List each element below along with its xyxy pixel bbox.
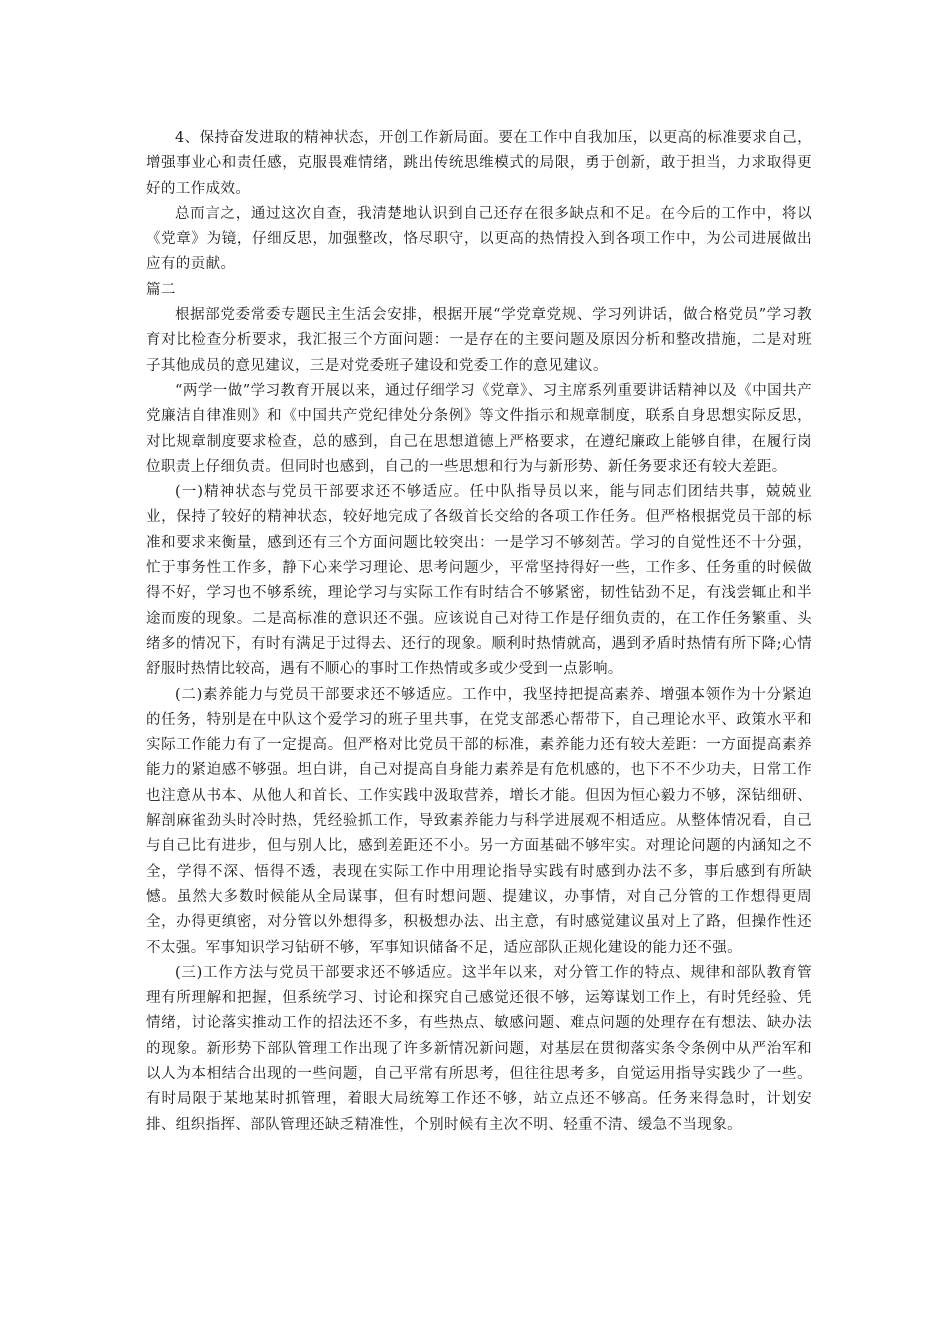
paragraph-4: “两学一做”学习教育开展以来，通过仔细学习《党章》、习主席系列重要讲话精神以及《中国共产党廉洁自律准则》和《中国共产党纪律处分条例》等文件指示和规章制度，联系自身思想实际反思，对比规章制度要求检查，总的感到，自己在思想道德上严格要求，在遵纪廉政上能够自律，在履行岗位职责上仔细负责。但同时也感到，自己的一些思想和行为与新形势、新任务要求还有较大差距。 [146,382,812,475]
paragraph-5: (一)精神状态与党员干部要求还不够适应。任中队指导员以来，能与同志们团结共事，兢兢业业，保持了较好的精神状态，较好地完成了各级首长交给的各项工作任务。但严格根据党员干部的标准和要求来衡量，感到还有三个方面问题比较突出：一是学习不够刻苦。学习的自觉性还不十分强，忙于事务性工作多，静下心来学习理论、思考问题少，平常坚持得好一些，工作多、任务重的时候做得不好，学习也不够系统，理论学习与实际工作有时结合不够紧密，韧性钻劲不足，有浅尝辄止和半途而废的现象。二是高标准的意识还不强。应该说自己对待工作是仔细负责的，在工作任务繁重、头绪多的情况下，有时有满足于过得去、还行的现象。顺利时热情就高，遇到矛盾时热情有所下降;心情舒服时热情比较高，遇有不顺心的事时工作热情或多或少受到一点影响。 [146,484,812,678]
section-heading: 篇二 [146,281,176,298]
paragraph-6: (二)素养能力与党员干部要求还不够适应。工作中，我坚持把提高素养、增强本领作为十分紧迫的任务，特别是在中队这个爱学习的班子里共事，在党支部悉心帮带下，自己理论水平、政策水平和实际工作能力有了一定提高。但严格对比党员干部的标准，素养能力还有较大差距：一方面提高素养能力的紧迫感不够强。坦白讲，自己对提高自身能力素养是有危机感的，也下不不少功夫，日常工作也注意从书本、从他人和首长、工作实践中汲取营养，增长才能。但因为恒心毅力不够，深钻细研、解剖麻雀劲头时冷时热，凭经验抓工作，导致素养能力与科学进展观不相适应。从整体情况看，自己与自己比有进步，但与别人比，感到差距还不小。另一方面基础不够牢实。对理论问题的内涵知之不全，学得不深、悟得不透，表现在实际工作中用理论指导实践有时感到办法不多，事后感到有所缺憾。虽然大多数时候能从全局谋事，但有时想问题、提建议，办事情，对自己分管的工作想得更周全，办得更缜密，对分管以外想得多，积极想办法、出主意，有时感觉建议虽对上了路，但操作性还不太强。军事知识学习钻研不够，军事知识储备不足，适应部队正规化建设的能力还不强。 [146,686,812,956]
paragraph-2: 总而言之，通过这次自查，我清楚地认识到自己还存在很多缺点和不足。在今后的工作中，将以《党章》为镜，仔细反思，加强整改，恪尽职守，以更高的热情投入到各项工作中，为公司进展做出应有的贡献。 [146,205,812,273]
document-body [146,126,812,1138]
paragraph-3: 根据部党委常委专题民主生活会安排，根据开展“学党章党规、学习列讲话，做合格党员”学习教育对比检查分析要求，我汇报三个方面问题：一是存在的主要问题及原因分析和整改措施，二是对班子其他成员的意见建议，三是对党委班子建设和党委工作的意见建议。 [146,307,812,374]
paragraph-7: (三)工作方法与党员干部要求还不够适应。这半年以来，对分管工作的特点、规律和部队教育管理有所理解和把握，但系统学习、讨论和探究自己感觉还很不够，运筹谋划工作上，有时凭经验、凭情绪，讨论落实推动工作的招法还不多，有些热点、敏感问题、难点问题的处理存在有想法、缺办法的现象。新形势下部队管理工作出现了许多新情况新问题，对基层在贯彻落实条令条例中从严治军和以人为本相结合出现的一些问题，自己平常有所思考，但往往思考多，自觉运用指导实践少了一些。有时局限于某地某时抓管理，着眼大局统筹工作还不够，站立点还不够高。任务来得急时，计划安排、组织指挥、部队管理还缺乏精准性，个别时候有主次不明、轻重不清、缓急不当现象。 [146,964,812,1133]
paragraph-1: 4、保持奋发进取的精神状态，开创工作新局面。要在工作中自我加压，以更高的标准要求自己，增强事业心和责任感，克服畏难情绪，跳出传统思维模式的局限，勇于创新，敢于担当，力求取得更好的工作成效。 [146,130,812,197]
